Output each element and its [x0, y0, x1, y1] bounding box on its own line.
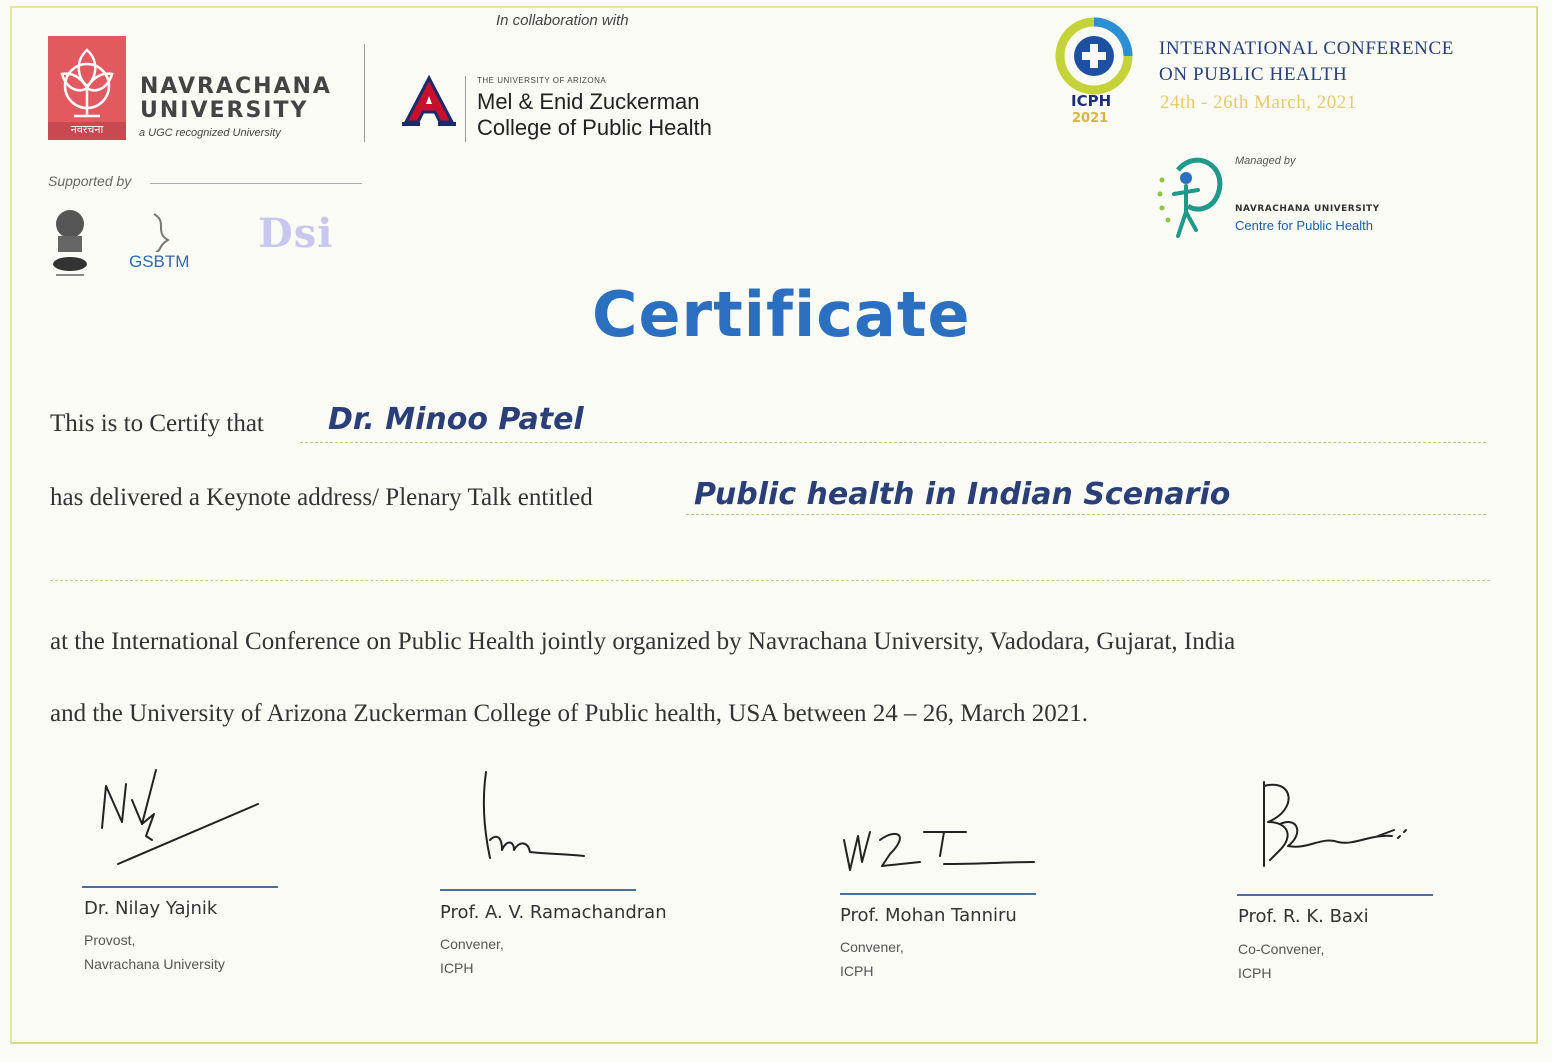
talk-title: Public health in Indian Scenario	[694, 477, 1231, 512]
managed-by-centre: Centre for Public Health	[1235, 218, 1374, 233]
header-divider	[364, 44, 365, 142]
talk-title-line-2	[50, 580, 1490, 581]
icph-logo-year: 2021	[1072, 111, 1109, 126]
icph-logo-icon	[1054, 16, 1134, 96]
certify-prefix: This is to Certify that	[50, 410, 264, 437]
college-name-line2: College of Public Health	[477, 115, 712, 140]
signatory-name-3: Prof. Mohan Tanniru	[840, 905, 1017, 926]
signatory-name-4: Prof. R. K. Baxi	[1238, 906, 1369, 927]
dna-icon	[150, 212, 172, 252]
signatory-role-4a: Co-Convener,	[1238, 941, 1325, 957]
centre-public-health-logo-icon	[1156, 150, 1226, 242]
signatory-role-1b: Navrachana University	[84, 956, 225, 972]
supported-by-label: Supported by	[48, 173, 132, 189]
navrachana-logo	[48, 36, 126, 140]
recipient-line	[300, 442, 1486, 443]
signatory-name-1: Dr. Nilay Yajnik	[84, 898, 218, 919]
supported-by-rule	[150, 183, 362, 184]
signatory-role-4b: ICPH	[1238, 965, 1272, 981]
university-name-line1: NAVRACHANA	[140, 74, 332, 99]
university-tagline: a UGC recognized University	[139, 127, 281, 139]
talk-title-line	[686, 514, 1486, 515]
signatory-role-1a: Provost,	[84, 932, 136, 948]
certificate-border	[10, 6, 1538, 1044]
signatory-role-2a: Convener,	[440, 936, 504, 952]
signatory-role-2b: ICPH	[440, 960, 474, 976]
body-line-1: at the International Conference on Public Health jointly organized by Navrachana University, Vadodara, Gujarat, India	[50, 628, 1236, 655]
signature-line-2	[440, 889, 636, 891]
managed-by-label: Managed by	[1235, 155, 1296, 167]
certificate-title: Certificate	[592, 278, 971, 351]
dsi-logo: Dsi	[258, 210, 334, 257]
signature-line-4	[1237, 894, 1433, 896]
arizona-small-line: THE UNIVERSITY OF ARIZONA	[477, 76, 607, 85]
signature-yajnik	[96, 766, 266, 870]
signatory-role-3a: Convener,	[840, 939, 904, 955]
body-line-2: and the University of Arizona Zuckerman College of Public health, USA between 24 – 26, March 2021.	[50, 700, 1088, 727]
managed-by-university: NAVRACHANA UNIVERSITY	[1235, 204, 1380, 214]
signature-baxi	[1258, 776, 1418, 876]
national-emblem-icon	[50, 206, 90, 280]
university-name-line2: UNIVERSITY	[140, 98, 309, 123]
arizona-emblem-icon	[400, 74, 458, 128]
signature-ramachandran	[476, 770, 596, 864]
icph-logo-label: ICPH	[1071, 92, 1112, 110]
recipient-name: Dr. Minoo Patel	[328, 402, 584, 437]
conference-title-line2: ON PUBLIC HEALTH	[1159, 64, 1348, 85]
logo-caption: नवरचना	[70, 123, 104, 136]
conference-title-line1: INTERNATIONAL CONFERENCE	[1159, 38, 1454, 59]
conference-dates: 24th - 26th March, 2021	[1160, 92, 1357, 113]
college-name-line1: Mel & Enid Zuckerman	[477, 89, 700, 114]
signature-line-1	[82, 886, 278, 888]
signatory-role-3b: ICPH	[840, 963, 874, 979]
signature-line-3	[840, 893, 1036, 895]
signatory-name-2: Prof. A. V. Ramachandran	[440, 902, 667, 923]
gsbtm-logo: GSBTM	[129, 252, 190, 271]
collaboration-label: In collaboration with	[496, 12, 629, 29]
signature-tanniru	[840, 826, 1040, 876]
partner-divider	[465, 76, 466, 142]
delivered-prefix: has delivered a Keynote address/ Plenary Talk entitled	[50, 484, 593, 511]
